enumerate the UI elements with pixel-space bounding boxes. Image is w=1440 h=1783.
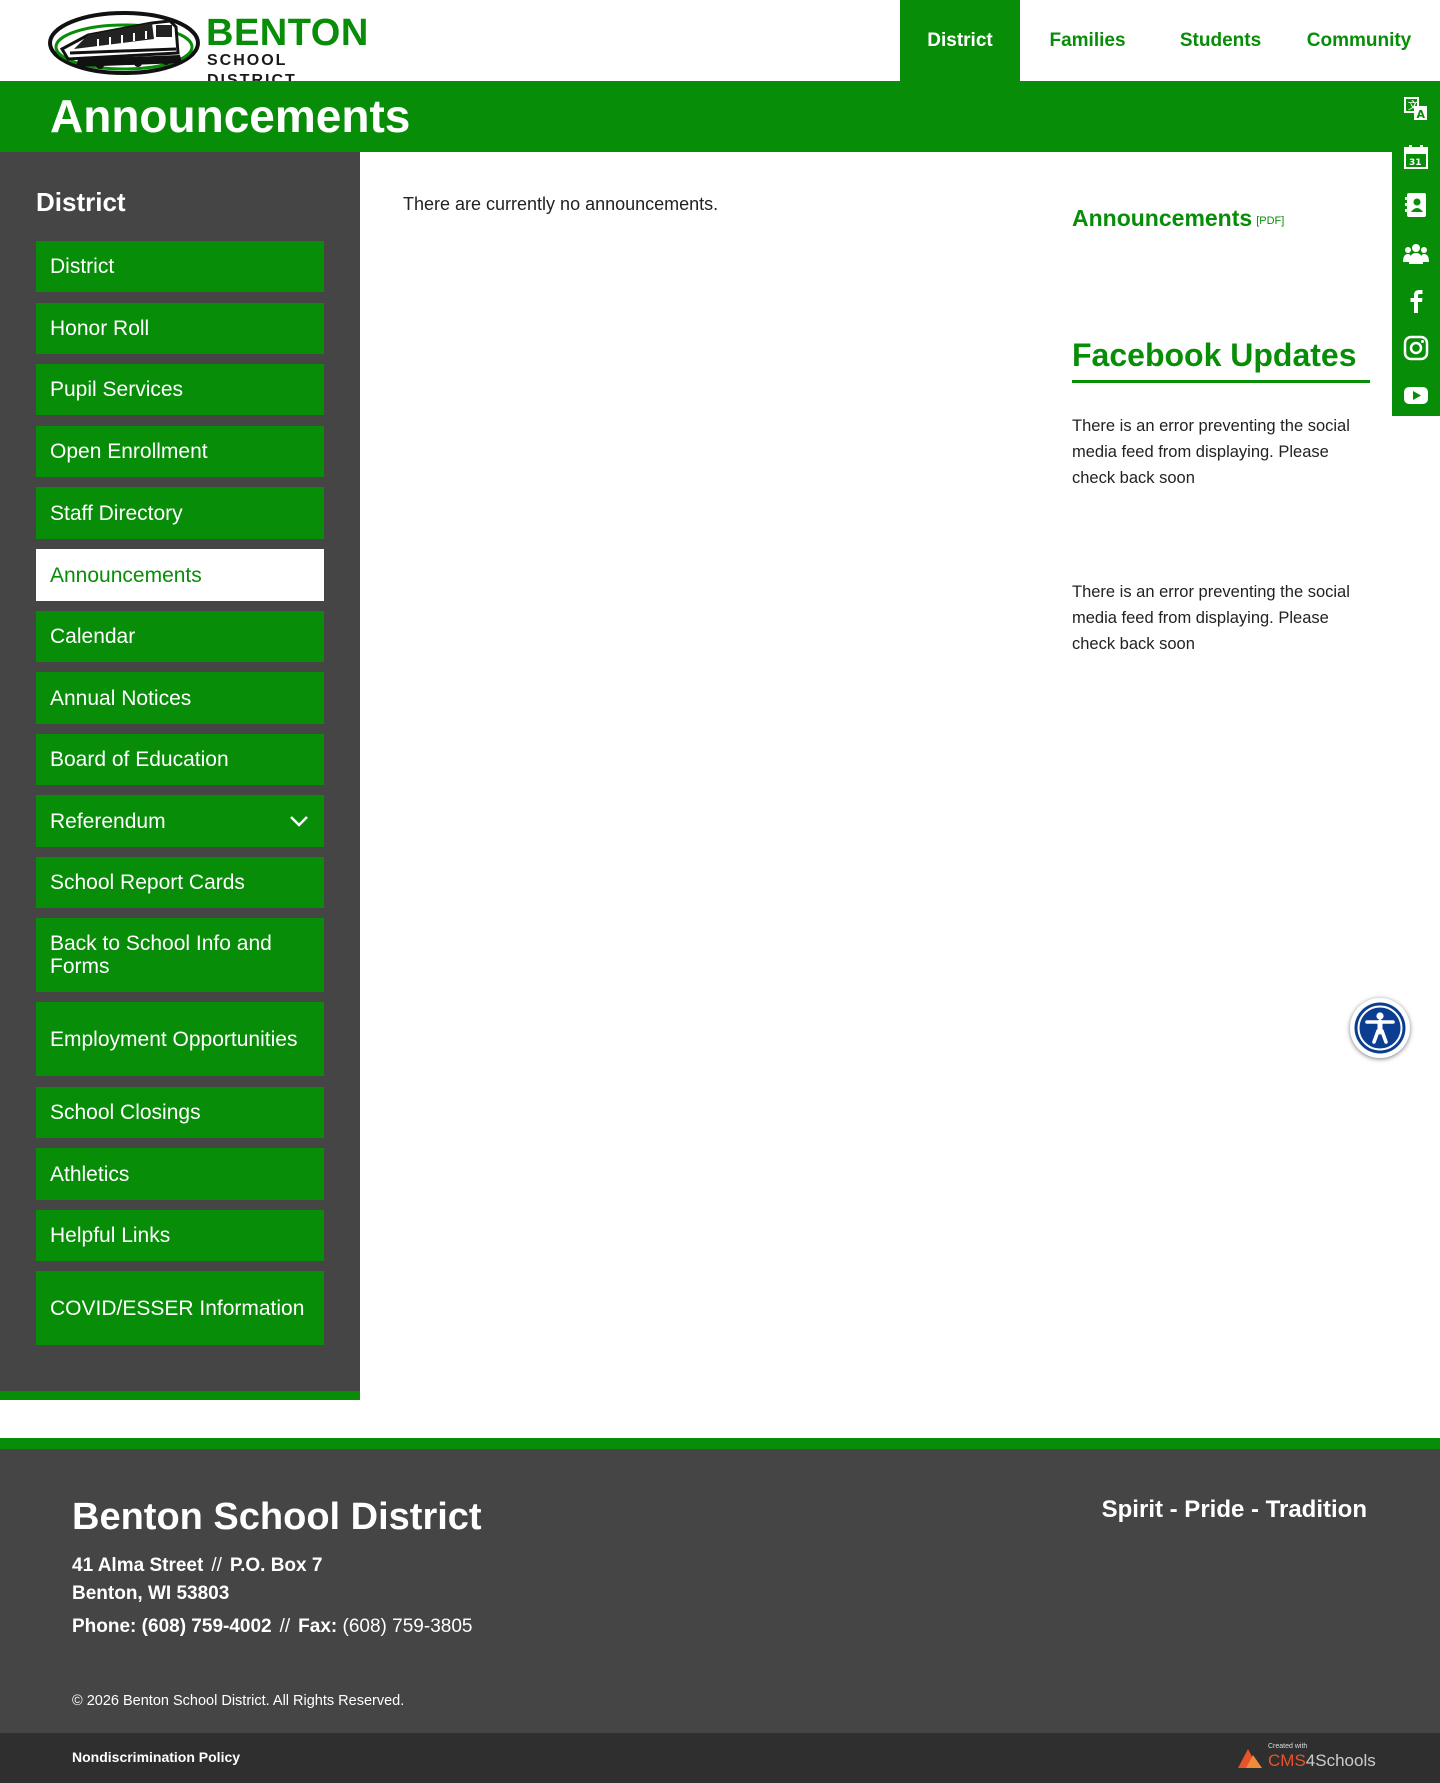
sidebar-item-staff-directory[interactable] <box>36 487 324 539</box>
sidebar-item-label: Board of Education <box>50 748 229 771</box>
footer-po-box: P.O. Box 7 <box>229 1555 323 1576</box>
sidebar-item-employment[interactable] <box>36 1002 324 1076</box>
copyright: © 2026 Benton School District. All Rights Reserved. <box>72 1693 405 1709</box>
facebook-error-message: There is an error preventing the social media feed from displaying. Please check back soon <box>1072 417 1350 487</box>
cms-created-with: Created with <box>1268 1743 1308 1750</box>
nondiscrimination-policy-link[interactable]: Nondiscrimination Policy <box>72 1749 241 1765</box>
sidebar-item-label: Athletics <box>50 1162 130 1186</box>
pdf-badge: [PDF] <box>1256 215 1285 227</box>
instagram-icon[interactable] <box>1403 335 1429 361</box>
sidebar-item-pupil-services[interactable] <box>36 364 324 415</box>
site-footer <box>0 1449 1440 1733</box>
footer-address-line <box>72 1555 322 1577</box>
footer-district-name: Benton School District <box>72 1496 482 1538</box>
fax-label: Fax: <box>298 1616 338 1637</box>
sidebar-item-announcements[interactable] <box>36 549 324 601</box>
sidebar-item-label: Helpful Links <box>50 1224 171 1247</box>
facebook-updates-heading: Facebook Updates <box>1072 336 1370 383</box>
logo-name: BENTON <box>206 12 369 54</box>
sidebar-item-calendar[interactable] <box>36 611 324 662</box>
sidebar-item-annual-notices[interactable] <box>36 672 324 724</box>
translate-icon[interactable] <box>1403 96 1429 122</box>
sidebar-item-label: District <box>50 255 115 278</box>
footer-accent-bar <box>0 1438 1440 1449</box>
separator: // <box>279 1616 291 1637</box>
page-title: Announcements <box>50 90 411 142</box>
top-navigation <box>900 0 1440 81</box>
sidebar-item-label: Annual Notices <box>50 686 192 710</box>
footer-contact-line <box>72 1616 472 1638</box>
directory-icon[interactable] <box>1403 192 1429 218</box>
footer-motto: Spirit - Pride - Tradition <box>1101 1496 1367 1523</box>
sidebar-item-open-enrollment[interactable] <box>36 426 324 477</box>
chevron-down-icon[interactable] <box>288 813 310 829</box>
accessibility-icon[interactable] <box>1350 998 1410 1058</box>
district-logo[interactable] <box>48 9 372 77</box>
sidebar-item-label: Open Enrollment <box>50 440 208 463</box>
page-banner <box>0 81 1440 152</box>
cms-name <box>1268 1751 1376 1771</box>
logo-subtitle: SCHOOL <box>207 52 288 69</box>
community-icon[interactable] <box>1403 240 1429 266</box>
sidebar-accent-bar <box>0 1391 360 1400</box>
sidebar <box>0 152 360 1399</box>
facebook-icon[interactable] <box>1403 288 1429 314</box>
svg-text:31: 31 <box>1409 158 1422 168</box>
sidebar-item-label: School Report Cards <box>50 871 245 894</box>
topnav-community[interactable]: Community <box>1306 29 1412 51</box>
site-header <box>0 0 1440 81</box>
separator: // <box>211 1555 222 1576</box>
empty-announcements-message: There are currently no announcements. <box>403 194 719 214</box>
sidebar-item-label: COVID/ESSER Information <box>50 1296 305 1320</box>
cms-name-b: 4Schools <box>1305 1751 1376 1770</box>
sidebar-item-school-closings[interactable] <box>36 1087 324 1138</box>
sidebar-item-back-to-school[interactable] <box>36 918 324 992</box>
sidebar-item-school-report-cards[interactable] <box>36 857 324 908</box>
sidebar-item-label: Staff Directory <box>50 501 183 525</box>
sidebar-item-athletics[interactable] <box>36 1148 324 1200</box>
topnav-students[interactable]: Students <box>1179 29 1262 51</box>
sidebar-item-label: Honor Roll <box>50 317 150 340</box>
topnav-families[interactable]: Families <box>1049 29 1126 51</box>
cms4schools-logo-icon <box>1236 1746 1264 1770</box>
cms4schools-badge[interactable] <box>1236 1743 1376 1773</box>
sidebar-item-label: Employment Opportunities <box>50 1027 298 1051</box>
sidebar-item-label: Pupil Services <box>50 378 184 401</box>
train-logo-icon <box>48 9 204 77</box>
sidebar-item-label: Announcements <box>50 563 202 587</box>
youtube-icon[interactable] <box>1403 382 1429 408</box>
sidebar-item-honor-roll[interactable] <box>36 303 324 354</box>
announcements-link-label: Announcements <box>1072 205 1253 231</box>
sidebar-item-label: School Closings <box>50 1101 201 1124</box>
fax-number: (608) 759-3805 <box>342 1616 473 1637</box>
facebook-error-message: There is an error preventing the social media feed from displaying. Please check back soon <box>1072 583 1350 653</box>
calendar-icon[interactable] <box>1403 144 1429 170</box>
sidebar-item-label: Referendum <box>50 809 166 833</box>
footer-city: Benton, WI 53803 <box>72 1583 230 1604</box>
cms-name-a: CMS <box>1268 1751 1306 1770</box>
sidebar-item-referendum[interactable] <box>36 795 324 847</box>
phone-label: Phone: <box>72 1616 137 1637</box>
sidebar-heading: District <box>36 187 126 217</box>
sidebar-item-helpful-links[interactable] <box>36 1210 324 1261</box>
sub-footer <box>0 1733 1440 1783</box>
svg-text:文: 文 <box>1408 101 1418 112</box>
sidebar-item-label: Calendar <box>50 625 136 648</box>
phone-link[interactable]: (608) 759-4002 <box>141 1616 272 1637</box>
topnav-district[interactable]: District <box>900 0 1020 81</box>
footer-street: 41 Alma Street <box>72 1555 204 1576</box>
sidebar-item-covid-esser[interactable] <box>36 1271 324 1345</box>
sidebar-item-label: Back to School Info and Forms <box>50 932 272 978</box>
sidebar-item-board-of-education[interactable] <box>36 734 324 785</box>
svg-text:A: A <box>1416 108 1426 121</box>
quick-links-bar <box>1392 81 1440 416</box>
sidebar-item-district[interactable] <box>36 241 324 292</box>
announcements-pdf-link[interactable] <box>1072 205 1284 232</box>
